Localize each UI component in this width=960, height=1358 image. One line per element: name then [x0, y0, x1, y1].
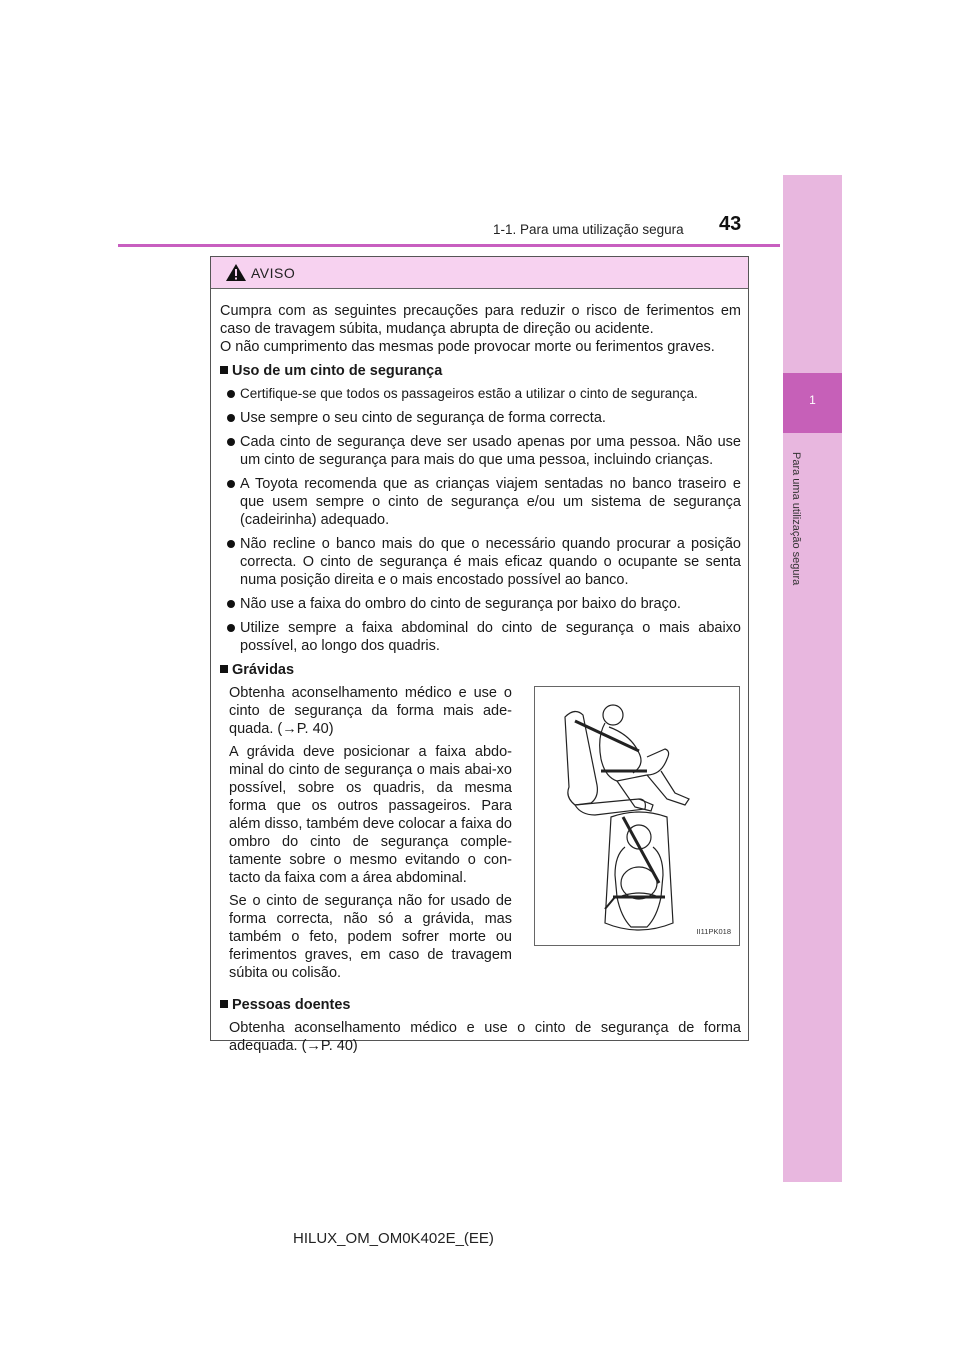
pregnant-paragraph-3: Se o cinto de segurança não for usado de forma correcta, não só a grávida, mas também o feto, podem sofrer morte ou ferimentos graves, em caso de travagem súbita ou colisão.: [229, 893, 512, 981]
pregnant-seatbelt-illustration: [534, 686, 740, 946]
bullet-dot-icon: [227, 438, 235, 446]
sick-text: Obtenha aconselhamento médico e use o cinto de segurança de forma adequada. (→P. 40): [229, 1020, 741, 1054]
list-item: Não recline o banco mais do que o necessário quando procurar a posição correcta. O cinto de segurança é mais eficaz quando o ocupante se senta numa posição direita e o mais encostado possível ao banco.: [220, 535, 741, 589]
intro-text-2: O não cumprimento das mesmas pode provocar morte ou ferimentos graves.: [220, 339, 715, 355]
bullet-dot-icon: [227, 414, 235, 422]
warning-intro: [220, 302, 741, 356]
warning-title: AVISO: [251, 264, 296, 281]
list-item: Use sempre o seu cinto de segurança de forma correcta.: [220, 409, 741, 427]
pregnant-text: [229, 684, 512, 987]
chapter-number: 1: [809, 393, 816, 407]
header-rule: [118, 244, 780, 247]
warning-body: [211, 289, 748, 1055]
chapter-label: Para uma utilização segura: [790, 452, 802, 586]
list-item: Cada cinto de segurança deve ser usado apenas por uma pessoa. Não use um cinto de segurança para mais do que uma pessoa, incluindo crianças.: [220, 433, 741, 469]
pregnant-paragraph-1: Obtenha aconselhamento médico e use o cinto de segurança da forma mais ade-quada. (→P. 40): [229, 685, 512, 737]
section-heading-pregnant: Grávidas: [220, 661, 741, 679]
list-item: Utilize sempre a faixa abdominal do cinto de segurança o mais abaixo possível, ao longo dos quadris.: [220, 619, 741, 655]
page-number: 43: [719, 213, 742, 235]
list-item: Certifique-se que todos os passageiros estão a utilizar o cinto de segurança.: [220, 385, 741, 403]
warning-box: [210, 256, 749, 1054]
figure-code: II11PK018: [696, 927, 731, 936]
pregnant-paragraph-2: A grávida deve posicionar a faixa abdo-minal do cinto de segurança o mais abai-xo possível, sobre os quadris, da mesma forma que os outros passageiros. Para além disso, também deve colocar a faixa do ombro do cinto de segurança comple-tamente sobre o mesmo evitando o con-tacto da faixa com a área abdominal.: [229, 744, 512, 886]
bullet-dot-icon: [227, 600, 235, 608]
intro-text-1: Cumpra com as seguintes precauções para reduzir o risco de ferimentos em caso de travagem súbita, mudança abrupta de direção ou acidente.: [220, 303, 741, 337]
pregnant-woman-seatbelt-figure: [535, 687, 739, 945]
document-code: HILUX_OM_OM0K402E_(EE): [293, 1230, 494, 1247]
bullet-dot-icon: [227, 390, 235, 398]
bullet-dot-icon: [227, 540, 235, 548]
warning-triangle-icon: [225, 263, 247, 282]
section-heading-sick: Pessoas doentes: [220, 996, 741, 1014]
section-title: 1-1. Para uma utilização segura: [493, 222, 684, 237]
warning-header: [211, 257, 748, 289]
bullet-dot-icon: [227, 624, 235, 632]
list-item: A Toyota recomenda que as crianças viajem sentadas no banco traseiro e que usem sempre o cinto de segurança e/ou um sistema de segurança (cadeirinha) adequado.: [220, 475, 741, 529]
chapter-side-tab: [783, 175, 842, 1182]
pregnant-section: [220, 684, 741, 996]
square-bullet-icon: [220, 665, 228, 673]
bullet-dot-icon: [227, 480, 235, 488]
square-bullet-icon: [220, 1000, 228, 1008]
square-bullet-icon: [220, 366, 228, 374]
section-heading-seatbelt: Uso de um cinto de segurança: [220, 362, 741, 380]
list-item: Não use a faixa do ombro do cinto de segurança por baixo do braço.: [220, 595, 741, 613]
